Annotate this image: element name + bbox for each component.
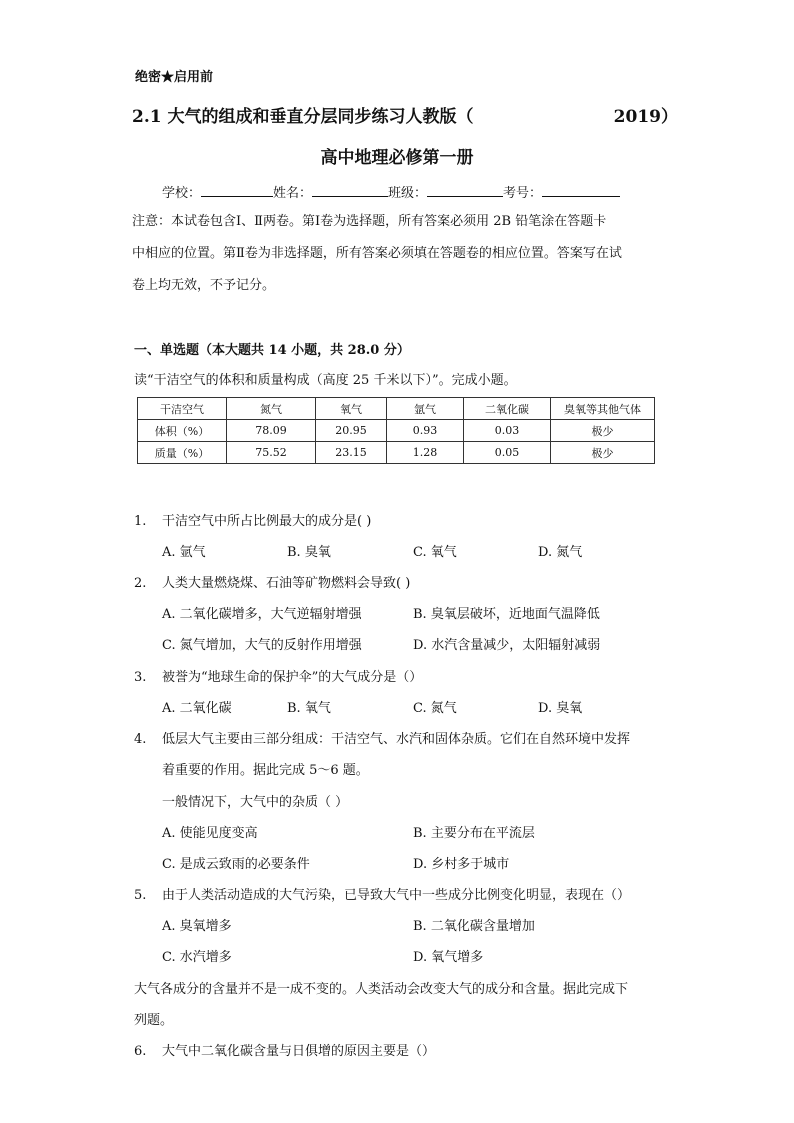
intro-text: 读“干洁空气的体积和质量构成（高度 25 千米以下）”。完成小题。 [134,373,517,388]
question-6 [134,1040,435,1059]
table-cell: 0.93 [387,420,464,442]
q3-option-c[interactable]: C. 氮气 [413,701,457,716]
document-title [132,102,678,127]
question-stem: 由于人类活动造成的大气污染，已导致大气中一些成分比例变化明显，表现在（） [162,888,631,903]
q1-option-d[interactable]: D. 氮气 [538,545,583,560]
q2-option-d[interactable]: D. 水汽含量减少，太阳辐射减弱 [413,638,601,653]
question-1 [134,510,371,529]
class-label: 班级： [388,186,428,201]
table-header-cell: 氮气 [227,398,316,420]
table-cell: 23.15 [316,442,387,464]
q4-option-a[interactable]: A. 使能见度变高 [162,826,258,841]
q2-option-c[interactable]: C. 氮气增加，大气的反射作用增强 [162,638,362,653]
notice-line-1: 注意：本试卷包含Ⅰ、Ⅱ两卷。第Ⅰ卷为选择题，所有答案必须用 2B 铅笔涂在答题卡 [132,214,607,229]
question-stem: 人类大量燃烧煤、石油等矿物燃料会导致( ) [162,576,411,591]
passage-line-1: 大气各成分的含量并不是一成不变的。人类活动会改变大气的成分和含量。据此完成下 [134,982,629,997]
school-label: 学校： [162,186,202,201]
school-blank[interactable] [201,184,273,197]
table-header-cell: 干洁空气 [138,398,227,420]
question-2 [134,572,410,591]
question-number: 2. [134,576,147,591]
question-number: 6. [134,1044,147,1059]
section-title: 一、单选题（本大题共 14 小题，共 28.0 分） [134,343,410,358]
question-stem: 低层大气主要由三部分组成：干洁空气、水汽和固体杂质。它们在自然环境中发挥 [162,732,631,747]
air-composition-table [137,397,655,464]
exam-no-label: 考号： [503,186,543,201]
document-subtitle: 高中地理必修第一册 [320,148,474,168]
table-cell: 0.03 [464,420,551,442]
exam-no-blank[interactable] [542,184,620,197]
table-cell: 78.09 [227,420,316,442]
table-cell: 20.95 [316,420,387,442]
q5-option-a[interactable]: A. 臭氧增多 [162,919,232,934]
question-number: 4. [134,732,147,747]
table-cell: 1.28 [387,442,464,464]
secret-mark: 绝密★启用前 [135,70,214,85]
q3-option-b[interactable]: B. 氧气 [287,701,331,716]
table-row [138,442,655,464]
q4-option-c[interactable]: C. 是成云致雨的必要条件 [162,857,310,872]
q5-option-d[interactable]: D. 氧气增多 [413,950,484,965]
table-cell: 极少 [551,442,655,464]
table-cell: 质量（%） [138,442,227,464]
q3-option-a[interactable]: A. 二氧化碳 [162,701,232,716]
table-header-cell: 氧气 [316,398,387,420]
name-blank[interactable] [312,184,388,197]
table-cell: 体积（%） [138,420,227,442]
table-cell: 极少 [551,420,655,442]
passage-line-2: 列题。 [134,1013,174,1028]
question-number: 1. [134,514,147,529]
table-row [138,420,655,442]
q5-option-c[interactable]: C. 水汽增多 [162,950,232,965]
question-3 [134,666,422,685]
question-number: 3. [134,670,147,685]
q4-option-d[interactable]: D. 乡村多于城市 [413,857,510,872]
question-stem: 被誉为“地球生命的保护伞”的大气成分是（） [162,670,423,685]
q4-stem-line-3: 一般情况下，大气中的杂质（ ） [162,795,349,810]
student-info-line [162,182,620,201]
q1-option-b[interactable]: B. 臭氧 [287,545,331,560]
title-year: 2019） [613,107,678,127]
question-stem: 大气中二氧化碳含量与日俱增的原因主要是（） [162,1044,436,1059]
q4-option-b[interactable]: B. 主要分布在平流层 [413,826,535,841]
name-label: 姓名： [273,186,313,201]
table-header-cell: 氩气 [387,398,464,420]
table-cell: 0.05 [464,442,551,464]
q1-option-a[interactable]: A. 氩气 [162,545,206,560]
title-main: 2.1 大气的组成和垂直分层同步练习人教版（ [132,107,474,127]
q2-option-a[interactable]: A. 二氧化碳增多，大气逆辐射增强 [162,607,362,622]
q4-stem-line-2: 着重要的作用。据此完成 5～6 题。 [162,763,369,778]
q3-option-d[interactable]: D. 臭氧 [538,701,583,716]
table-header-cell: 二氧化碳 [464,398,551,420]
question-number: 5. [134,888,147,903]
question-stem: 干洁空气中所占比例最大的成分是( ) [162,514,372,529]
q1-option-c[interactable]: C. 氧气 [413,545,457,560]
notice-line-3: 卷上均无效，不予记分。 [132,278,276,293]
table-header-cell: 臭氧等其他气体 [551,398,655,420]
question-5 [134,884,630,903]
table-header-row [138,398,655,420]
q2-option-b[interactable]: B. 臭氧层破坏，近地面气温降低 [413,607,600,622]
notice-line-2: 中相应的位置。第Ⅱ卷为非选择题，所有答案必须填在答题卷的相应位置。答案写在试 [132,246,622,261]
class-blank[interactable] [427,184,503,197]
table-cell: 75.52 [227,442,316,464]
question-4 [134,728,630,747]
q5-option-b[interactable]: B. 二氧化碳含量增加 [413,919,535,934]
